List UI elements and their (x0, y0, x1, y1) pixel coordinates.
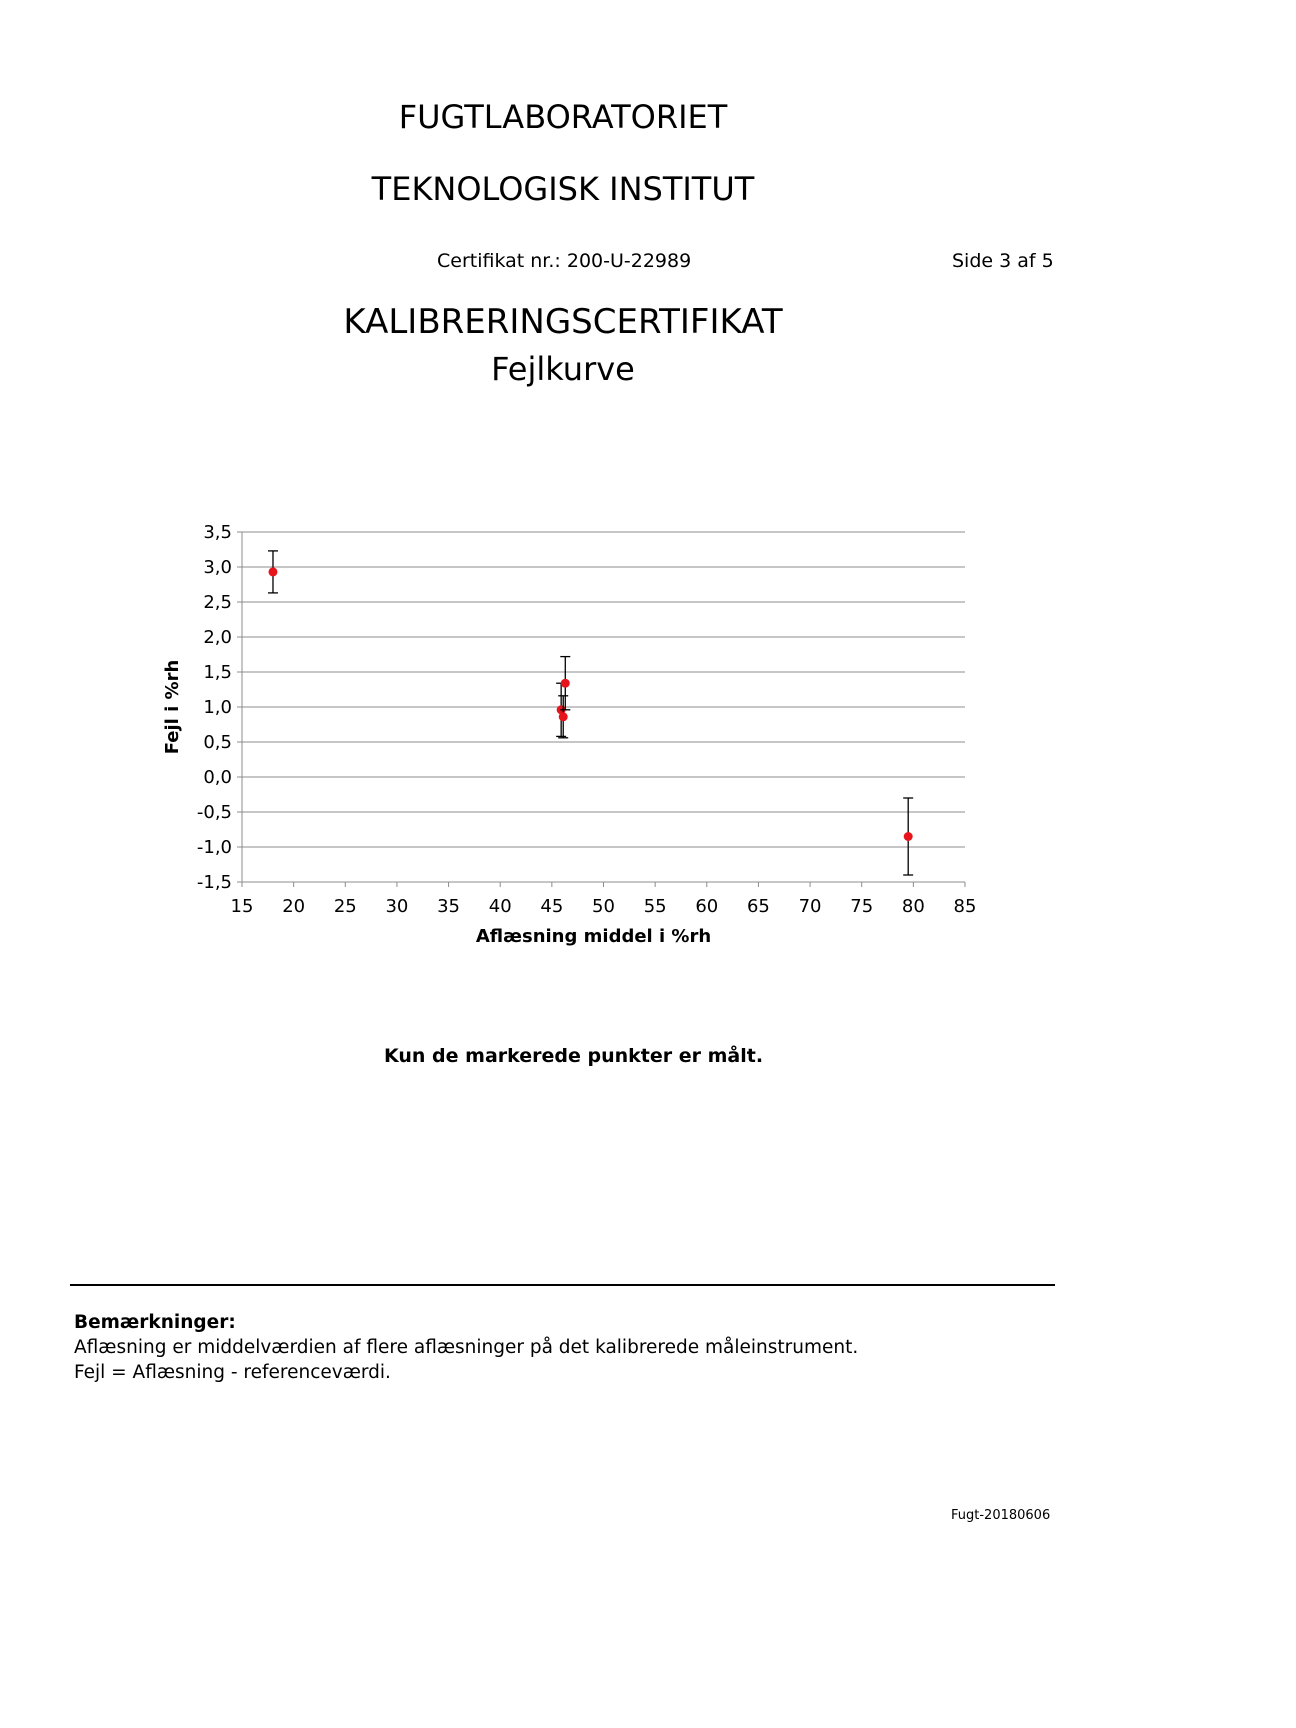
page-number: Side 3 af 5 (952, 250, 1054, 272)
form-code: Fugt-20180606 (951, 1508, 1051, 1523)
y-tick-label: -1,5 (196, 872, 232, 893)
x-tick-label: 60 (695, 896, 719, 917)
error-curve-chart (150, 510, 1000, 970)
remarks-heading: Bemærkninger: (74, 1312, 236, 1333)
organization-name: FUGTLABORATORIET (398, 98, 728, 136)
data-point (904, 832, 913, 841)
y-tick-label: -0,5 (196, 802, 232, 823)
document-title: KALIBRERINGSCERTIFIKAT (343, 302, 783, 342)
x-axis-label: Aflæsning middel i %rh (475, 926, 712, 947)
data-point (561, 679, 570, 688)
data-point (268, 567, 277, 576)
x-tick-label: 40 (488, 896, 512, 917)
y-tick-label: 0,0 (203, 767, 232, 788)
y-tick-label: 2,5 (203, 592, 232, 613)
y-tick-label: 2,0 (203, 627, 232, 648)
x-tick-label: 65 (746, 896, 770, 917)
document-subtitle: Fejlkurve (491, 350, 635, 388)
remarks-line-2: Fejl = Aflæsning - referenceværdi. (74, 1362, 391, 1383)
y-tick-label: 3,5 (203, 522, 232, 543)
divider-line (70, 1284, 1055, 1286)
measured-points-note: Kun de markerede punkter er målt. (384, 1045, 764, 1067)
x-tick-label: 20 (282, 896, 306, 917)
y-tick-label: 1,0 (203, 697, 232, 718)
x-tick-label: 55 (643, 896, 667, 917)
y-tick-label: 1,5 (203, 662, 232, 683)
x-tick-label: 30 (385, 896, 409, 917)
y-tick-label: 3,0 (203, 557, 232, 578)
x-tick-label: 75 (850, 896, 874, 917)
x-tick-label: 25 (333, 896, 357, 917)
x-tick-label: 45 (540, 896, 564, 917)
x-tick-label: 70 (798, 896, 822, 917)
remarks-line-1: Aflæsning er middelværdien af flere aflæsninger på det kalibrerede måleinstrument. (74, 1337, 859, 1358)
y-tick-label: 0,5 (203, 732, 232, 753)
x-tick-label: 80 (901, 896, 925, 917)
y-tick-label: -1,0 (196, 837, 232, 858)
remarks-section (74, 1310, 858, 1385)
certificate-number: Certifikat nr.: 200-U-22989 (437, 250, 692, 272)
institute-name: TEKNOLOGISK INSTITUT (371, 170, 755, 208)
y-axis-label: Fejl i %rh (162, 659, 183, 755)
x-tick-label: 35 (437, 896, 461, 917)
x-tick-label: 50 (592, 896, 615, 917)
x-tick-label: 85 (953, 896, 977, 917)
x-tick-label: 15 (230, 896, 254, 917)
data-point (559, 712, 568, 721)
